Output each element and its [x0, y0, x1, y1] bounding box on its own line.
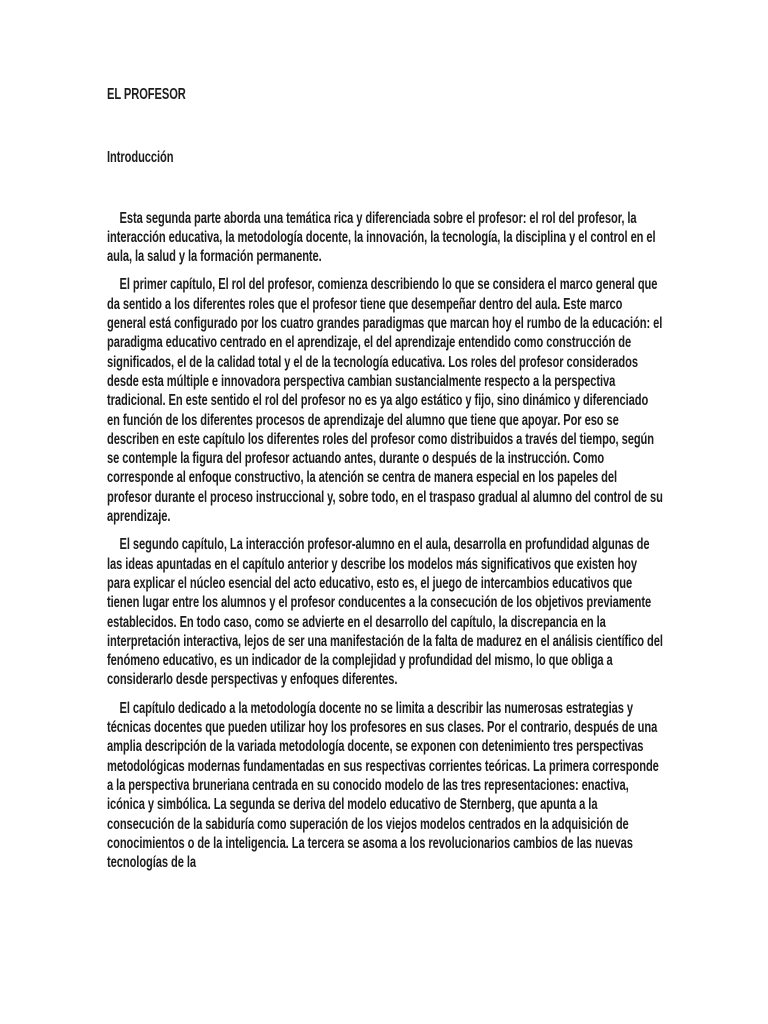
paragraph-methodology-chapter: El capítulo dedicado a la metodología docente no se limita a describir las numerosas estrategias y técnicas docentes que pueden utilizar hoy los profesores en sus clases. Por el contrario, después de una amplia descripción de la variada metodología docente, se exponen con detenimiento tres perspectivas metodológicas modernas fundamentadas en sus respectivas corrientes teóricas. La primera corresponde a la perspectiva bruneriana centrada en su conocido modelo de las tres representaciones: enactiva, icónica y simbólica. La segunda se deriva del modelo educativo de Sternberg, que apunta a la consecución de la sabiduría como superación de los viejos modelos centrados en la adquisición de conocimientos o de la inteligencia. La tercera se asoma a los revolucionarios cambios de las nuevas tecnologías de la	[107, 699, 659, 872]
paragraph-overview: Esta segunda parte aborda una temática rica y diferenciada sobre el profesor: el rol del profesor, la interacción educativa, la metodología docente, la innovación, la tecnología, la disciplina y el control en el aula, la salud y la formación permanente.	[107, 209, 656, 266]
paragraph-chapter-two: El segundo capítulo, La interacción profesor-alumno en el aula, desarrolla en profundidad algunas de las ideas apuntadas en el capítulo anterior y describe los modelos más significativos que existen hoy para explicar el núcleo esencial del acto educativo, esto es, el juego de intercambios educativos que tienen lugar entre los alumnos y el profesor conducentes a la consecución de los objetivos previamente establecidos. En todo caso, como se advierte en el desarrollo del capítulo, la discrepancia en la interpretación interactiva, lejos de ser una manifestación de la falta de madurez en el análisis científico del fenómeno educativo, es un indicador de la complejidad y profundidad del mismo, lo que obliga a considerarlo desde perspectivas y enfoques diferentes.	[107, 536, 663, 689]
document-content	[107, 85, 663, 872]
paragraph-chapter-one: El primer capítulo, El rol del profesor, comienza describiendo lo que se considera el marco general que da sentido a los diferentes roles que el profesor tiene que desempeñar dentro del aula. Este marco general está configurado por los cuatro grandes paradigmas que marcan hoy el rumbo de la educación: el paradigma educativo centrado en el aprendizaje, el del aprendizaje entendido como construcción de significados, el de la calidad total y el de la tecnología educativa. Los roles del profesor considerados desde esta múltiple e innovadora perspectiva cambian sustancialmente respecto a la perspectiva tradicional. En este sentido el rol del profesor no es ya algo estático y fijo, sino dinámico y diferenciado en función de los diferentes procesos de aprendizaje del alumno que tiene que apoyar. Por eso se describen en este capítulo los diferentes roles del profesor como distribuidos a través del tiempo, según se contemple la figura del profesor actuando antes, durante o después de la instrucción. Como corresponde al enfoque constructivo, la atención se centra de manera especial en los papeles del profesor durante el proceso instruccional y, sobre todo, en el traspaso gradual al alumno del control de su aprendizaje.	[107, 276, 663, 526]
section-heading-introduccion: Introducción	[107, 149, 174, 167]
document-title: EL PROFESOR	[107, 86, 186, 103]
